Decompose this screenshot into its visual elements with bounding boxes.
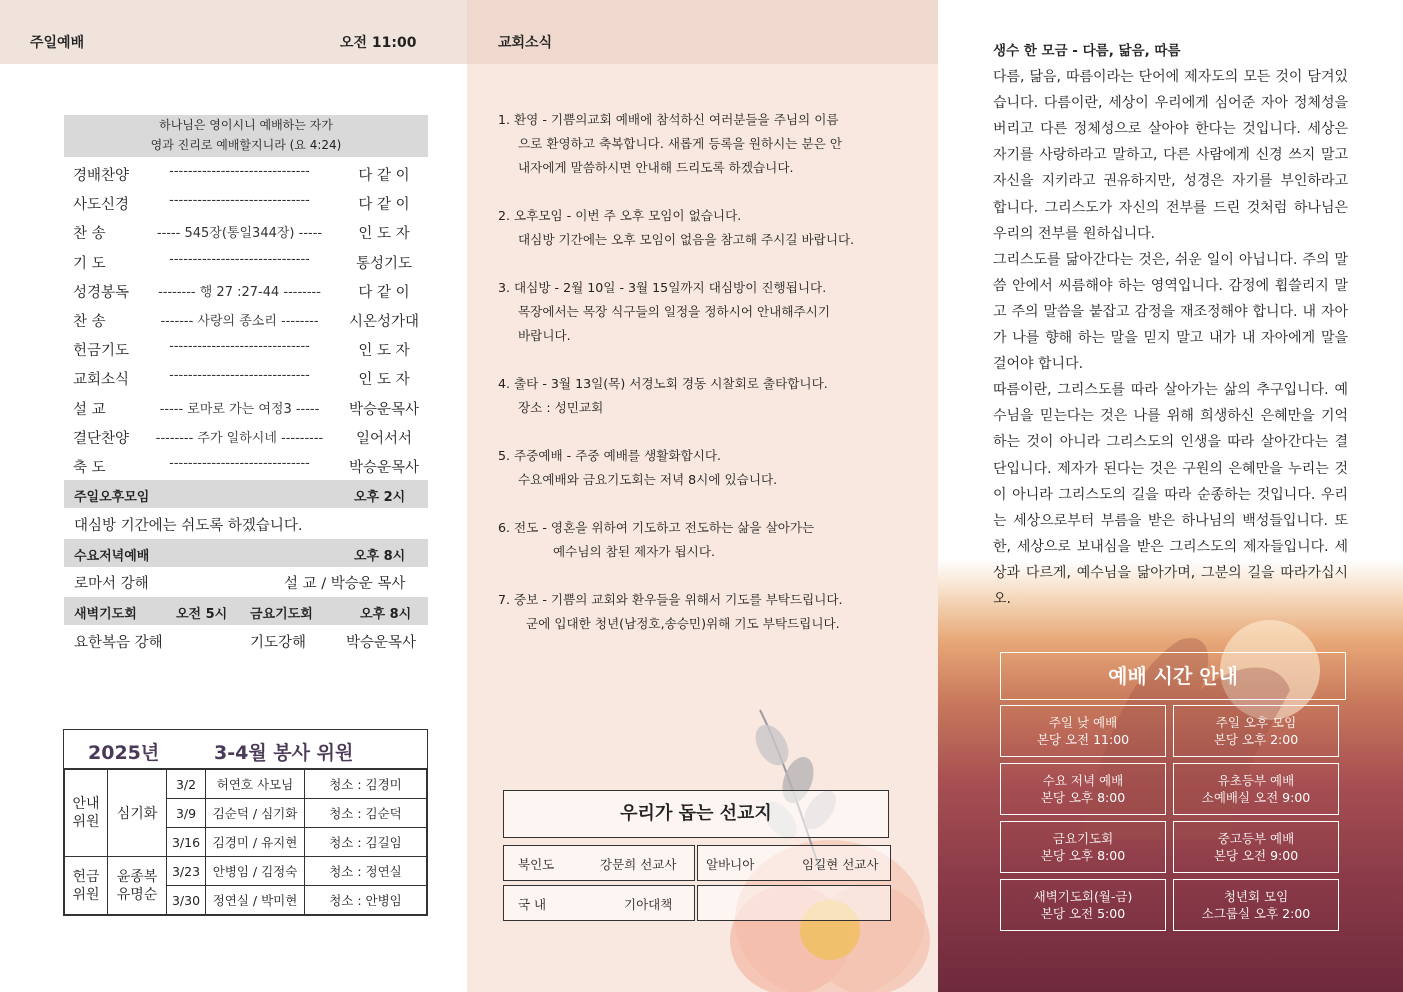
order-name: 설 교 (73, 401, 106, 418)
order-row (64, 335, 428, 364)
vol-clean: 청소 : 정연실 (305, 857, 427, 886)
vol-date: 3/2 (167, 770, 206, 799)
news-line: 7. 중보 - 기쁨의 교회와 환우들을 위해서 기도를 부탁드립니다. (498, 592, 843, 607)
order-detail: ------------------------------ (169, 164, 310, 179)
service-name: 중고등부 예배 (1217, 831, 1295, 846)
order-detail: ------------------------------ (169, 339, 310, 355)
order-leader: 다 같 이 (358, 284, 410, 301)
order-name: 찬 송 (73, 313, 106, 330)
friday-title: 금요기도회 (250, 607, 313, 622)
guide-name: 심기화 (108, 770, 167, 857)
vol-clean: 청소 : 김길임 (305, 828, 427, 857)
order-row (64, 423, 428, 452)
vol-pair: 김순덕 / 심기화 (206, 799, 305, 828)
order-row (64, 277, 428, 306)
verse-line-1: 하나님은 영이시니 예배하는 자가 (159, 118, 333, 132)
flower-illustration (680, 690, 940, 992)
order-leader: 박승운목사 (348, 459, 420, 476)
order-row (64, 189, 428, 218)
vol-date: 3/16 (167, 828, 206, 857)
offering-names: 윤종복 유명순 (108, 857, 167, 915)
order-leader: 통성기도 (355, 255, 413, 272)
news-item (498, 516, 898, 564)
news-header (467, 0, 938, 64)
order-row (64, 160, 428, 189)
news-line: 1. 환영 - 기쁨의교회 예배에 참석하신 여러분들을 주님의 이름 (498, 112, 839, 127)
news-line: 대심방 기간에는 오후 모임이 없음을 참고해 주시길 바랍니다. (518, 232, 855, 247)
order-leader: 다 같 이 (358, 197, 410, 214)
afternoon-bar (64, 480, 428, 508)
wednesday-bar (64, 539, 428, 567)
news-item (498, 276, 898, 348)
service-box (1000, 763, 1166, 815)
essay (993, 38, 1348, 612)
essay-title: 생수 한 모금 - 다름, 닮음, 따름 (993, 43, 1181, 59)
dawn-topic: 요한복음 강해 (74, 635, 163, 651)
vol-pair: 김경미 / 유지현 (206, 828, 305, 857)
service-name: 수요 저녁 예배 (1042, 773, 1124, 788)
order-leader: 인 도 자 (358, 226, 410, 243)
friday-topic: 기도강해 (250, 635, 307, 651)
service-name: 청년회 모임 (1223, 889, 1289, 904)
service-time: 본당 오후 8:00 (1040, 848, 1126, 863)
news-line: 4. 출타 - 3월 13일(목) 서경노회 경동 시찰회로 출타합니다. (498, 376, 828, 391)
news-line: 바랍니다. (518, 328, 571, 343)
order-detail: ------------------------------ (169, 251, 310, 267)
order-row (64, 452, 428, 481)
service-time: 본당 오후 8:00 (1040, 790, 1126, 805)
friday-time: 오후 8시 (360, 607, 412, 622)
mission-place: 국 내 (518, 897, 547, 912)
vol-pair: 정연실 / 박미현 (206, 886, 305, 915)
guide-label: 안내 위원 (65, 770, 108, 857)
vol-pair: 안병임 / 김정숙 (206, 857, 305, 886)
volunteer-table (63, 729, 428, 916)
news-line: 3. 대심방 - 2월 10일 - 3월 15일까지 대심방이 진행됩니다. (498, 280, 827, 295)
service-name: 주일 오후 모임 (1215, 715, 1297, 730)
news-line: 수요예배와 금요기도회는 저녁 8시에 있습니다. (518, 472, 778, 487)
wednesday-speaker: 설 교 / 박승운 목사 (284, 576, 406, 592)
vol-date: 3/9 (167, 799, 206, 828)
news-title: 교회소식 (498, 35, 553, 51)
dawn-time: 오전 5시 (176, 607, 228, 622)
news-item (498, 372, 898, 420)
wednesday-title: 수요저녁예배 (74, 549, 150, 564)
service-box (1000, 705, 1166, 757)
order-row (64, 364, 428, 393)
order-name: 교회소식 (73, 372, 130, 389)
order-leader: 다 같 이 (358, 168, 410, 184)
table-row (65, 770, 427, 799)
order-of-worship (64, 160, 428, 481)
mission-cell-empty (697, 885, 891, 921)
mission-name: 강문희 선교사 (600, 857, 677, 872)
order-row (64, 248, 428, 277)
service-box (1173, 705, 1339, 757)
order-detail: ------------------------------ (169, 368, 310, 384)
service-name: 금요기도회 (1052, 831, 1114, 846)
vol-pair: 허연호 사모님 (206, 770, 305, 799)
service-time: 소그룹실 오후 2:00 (1201, 906, 1311, 921)
mission-cell (503, 885, 695, 921)
news-item (498, 588, 898, 636)
news-line: 군에 입대한 청년(남정호,송승민)위해 기도 부탁드립니다. (526, 616, 840, 631)
service-time: 소예배실 오전 9:00 (1201, 790, 1311, 805)
order-detail: ------------------------------ (169, 455, 310, 471)
volunteer-year: 2025년 (88, 742, 160, 764)
essay-paragraph: 다름, 닮음, 따름이라는 단어에 제자도의 모든 것이 담겨있습니다. 다름이란, 세상이 우리에게 심어준 자아 정체성을 버리고 다른 정체성으로 살아야 한다는 것입니다. 세상은 자기를 사랑하라고 말하고, 다른 사람에게 신경 쓰지 말고 자신을 지키라고 권유하지만, 성경은 자기를 부인하라고 합니다. 그리스도가 자신의 전부를 드린 것처럼 하나님은 우리의 전부를 원하십니다. (993, 69, 1348, 242)
service-box (1173, 763, 1339, 815)
volunteer-header (64, 730, 427, 769)
news-item (498, 204, 898, 252)
dawn-speaker: 박승운목사 (346, 635, 417, 651)
news-line: 으로 환영하고 축복합니다. 새롭게 등록을 원하시는 분은 안 (518, 136, 842, 151)
order-name: 경배찬양 (73, 168, 130, 184)
news-item (498, 444, 898, 492)
news-line: 내자에게 말씀하시면 안내해 드리도록 하겠습니다. (518, 160, 794, 175)
dawn-row (64, 626, 428, 655)
wednesday-topic: 로마서 강해 (74, 576, 149, 592)
service-times-title: 예배 시간 안내 (1000, 652, 1346, 700)
order-detail: ------- 사랑의 종소리 -------- (160, 313, 319, 329)
essay-paragraph: 그리스도를 닮아간다는 것은, 쉬운 일이 아닙니다. 주의 말씀 안에서 씨름해야 하는 영역입니다. 감정에 휩쓸리지 말고 주의 말씀을 붙잡고 감정을 재조정해야 합니다. 내 자아가 나를 향해 하는 말을 믿지 말고 내가 내 자아에게 말을 걸어야 합니다. (993, 251, 1348, 373)
table-row (65, 857, 427, 886)
afternoon-title: 주일오후모임 (74, 490, 150, 505)
sunday-time: 오전 11:00 (340, 35, 417, 51)
order-row (64, 394, 428, 423)
service-time: 본당 오후 2:00 (1213, 732, 1299, 747)
service-box (1173, 821, 1339, 873)
news-line: 예수님의 참된 제자가 됩시다. (553, 544, 715, 559)
church-news-list (498, 108, 898, 660)
service-box (1173, 879, 1339, 931)
news-item (498, 108, 898, 180)
mission-name: 기아대책 (624, 897, 673, 912)
offering-label: 헌금 위원 (65, 857, 108, 915)
scripture-verse (64, 115, 428, 157)
order-detail: ----- 로마로 가는 여정3 ----- (159, 401, 320, 417)
order-row (64, 306, 428, 335)
afternoon-note-row (64, 509, 428, 538)
vol-date: 3/23 (167, 857, 206, 886)
order-name: 축 도 (73, 459, 106, 476)
service-name: 유초등부 예배 (1217, 773, 1295, 788)
order-leader: 박승운목사 (348, 401, 420, 418)
service-time: 본당 오전 5:00 (1040, 906, 1126, 921)
mission-place: 알바니아 (706, 857, 755, 872)
missions-title: 우리가 돕는 선교지 (503, 790, 889, 838)
service-name: 주일 낮 예배 (1048, 715, 1118, 730)
wednesday-row (64, 567, 428, 596)
order-detail: -------- 행 27 :27-44 -------- (158, 284, 321, 300)
order-row (64, 218, 428, 247)
news-line: 2. 오후모임 - 이번 주 오후 모임이 없습니다. (498, 208, 742, 223)
service-box (1000, 879, 1166, 931)
order-name: 결단찬양 (73, 430, 130, 447)
order-name: 사도신경 (73, 197, 130, 214)
order-detail: ------------------------------ (169, 193, 310, 209)
afternoon-time: 오후 2시 (354, 490, 406, 505)
order-name: 찬 송 (73, 226, 106, 243)
service-time: 본당 오전 11:00 (1036, 732, 1130, 747)
order-leader: 일어서서 (355, 430, 413, 447)
volunteer-title: 3-4월 봉사 위원 (214, 742, 354, 764)
news-line: 목장에서는 목장 식구들의 일정을 정하시어 안내해주시기 (518, 304, 830, 319)
vol-clean: 청소 : 김경미 (305, 770, 427, 799)
order-detail: ----- 545장(통일344장) ----- (156, 226, 323, 242)
news-line: 6. 전도 - 영혼을 위하여 기도하고 전도하는 삶을 살아가는 (498, 520, 815, 535)
news-line: 5. 주중예배 - 주중 예배를 생활화합시다. (498, 448, 722, 463)
verse-line-2: 영과 진리로 예배할지니라 (요 4:24) (150, 138, 342, 152)
mission-cell (503, 845, 695, 881)
order-name: 성경봉독 (73, 284, 130, 301)
order-leader: 인 도 자 (358, 372, 410, 389)
order-name: 헌금기도 (73, 343, 130, 360)
order-leader: 시온성가대 (348, 313, 420, 330)
afternoon-note: 대심방 기간에는 쉬도록 하겠습니다. (74, 518, 303, 534)
service-time: 본당 오전 9:00 (1213, 848, 1299, 863)
dawn-title: 새벽기도회 (74, 607, 137, 622)
order-leader: 인 도 자 (358, 343, 410, 360)
order-name: 기 도 (73, 255, 106, 272)
essay-paragraph: 따름이란, 그리스도를 따라 살아가는 삶의 추구입니다. 예수님을 믿는다는 것은 나를 위해 희생하신 은혜만을 기억하는 것이 아니라 그리스도의 인생을 따라 살아간다는 결단입니다. 제자가 된다는 것은 구원의 은혜만을 누리는 것이 아니라 그리스도의 길을 따라 순종하는 것입니다. 우리는 세상으로부터 부름을 받은 하나님의 백성들입니다. 또한, 세상으로 보내심을 받은 그리스도의 제자들입니다. 세상과 다르게, 예수님을 닮아가며, 그분의 길을 따라가십시오. (993, 382, 1348, 607)
wednesday-time: 오후 8시 (354, 549, 406, 564)
sunday-header (0, 0, 467, 64)
mission-name: 임길현 선교사 (802, 857, 879, 872)
dawn-bar (64, 597, 428, 625)
sunday-title: 주일예배 (30, 35, 85, 51)
service-name: 새벽기도회(월-금) (1033, 889, 1133, 904)
mission-place: 북인도 (518, 857, 555, 872)
volunteer-grid (64, 769, 427, 915)
vol-date: 3/30 (167, 886, 206, 915)
order-detail: -------- 주가 일하시네 --------- (155, 430, 324, 446)
service-box (1000, 821, 1166, 873)
news-line: 장소 : 성민교회 (518, 400, 604, 415)
vol-clean: 청소 : 안병임 (305, 886, 427, 915)
mission-cell (697, 845, 891, 881)
vol-clean: 청소 : 김순덕 (305, 799, 427, 828)
